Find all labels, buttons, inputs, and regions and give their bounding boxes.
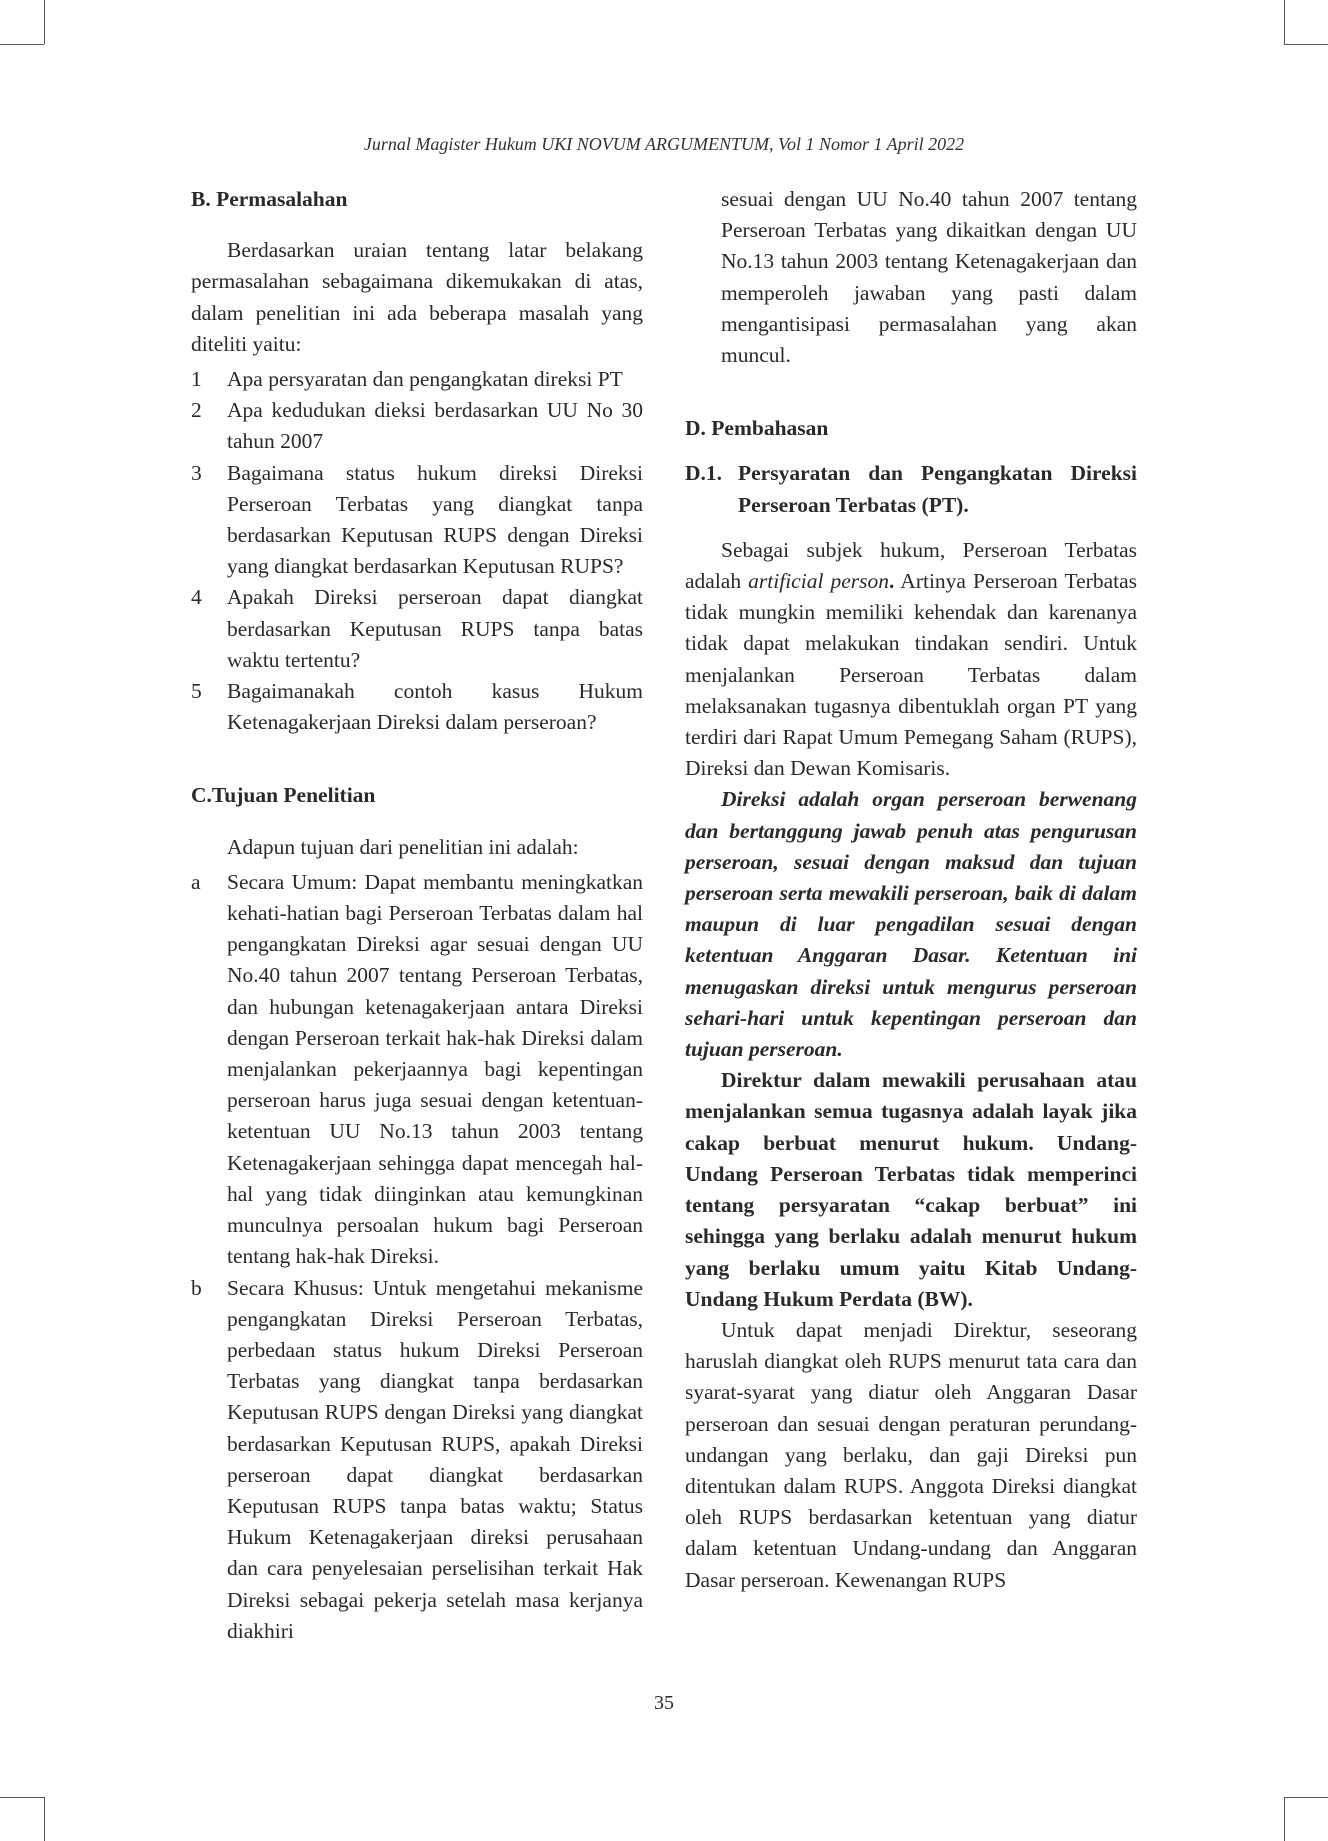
- list-item: b Secara Khusus: Untuk mengetahui mekanisme pengangkatan Direksi Perseroan Terbatas, perbedaan status hukum Direksi Perseroan Terbatas yang diangkat tanpa berdasarkan Keputusan RUPS dengan Direksi yang diangkat berdasarkan Keputusan RUPS, apakah Direksi perseroan dapat diangkat berdasarkan Keputusan RUPS tanpa batas waktu; Status Hukum Ketenagakerjaan direksi perusahaan dan cara penyelesaian perselisihan terkait Hak Direksi sebagai pekerja setelah masa kerjanya diakhiri: [191, 1275, 643, 1643]
- crop-mark: [0, 1797, 44, 1798]
- list-item: 4 Apakah Direksi perseroan dapat diangkat berdasarkan Keputusan RUPS tanpa batas waktu tertentu?: [191, 585, 643, 672]
- continuation-text: sesuai dengan UU No.40 tahun 2007 tentang Perseroan Terbatas yang dikaitkan dengan UU No.13 tahun 2003 tentang Ketenagakerjaan dan memperoleh jawaban yang pasti dalam mengantisipasi permasalahan yang akan muncul.: [721, 187, 1137, 368]
- crop-mark: [1284, 1797, 1285, 1841]
- crop-mark: [1284, 0, 1285, 44]
- objective-list: [191, 867, 643, 1647]
- list-item: 5 Bagaimanakah contoh kasus Hukum Ketenagakerjaan Direksi dalam perseroan?: [191, 679, 643, 735]
- list-item: 3 Bagaimana status hukum direksi Direksi Perseroan Terbatas yang diangkat tanpa berdasarkan Keputusan RUPS dengan Direksi yang diangkat berdasarkan Keputusan RUPS?: [191, 460, 643, 579]
- crop-mark: [44, 1797, 45, 1841]
- list-item: 1 Apa persyaratan dan pengangkatan direksi PT: [191, 367, 623, 392]
- list-item: 2 Apa kedudukan dieksi berdasarkan UU No 30 tahun 2007: [191, 398, 643, 454]
- crop-mark: [1284, 44, 1328, 45]
- left-column: [191, 184, 643, 1647]
- paragraph-bold: Direktur dalam mewakili perusahaan atau menjalankan semua tugasnya adalah layak jika cakap berbuat menurut hukum. Undang-Undang Perseroan Terbatas tidak memperinci tentang persyaratan “cakap berbuat” ini sehingga yang berlaku adalah menurut hukum yang berlaku umum yaitu Kitab Undang-Undang Hukum Perdata (BW).: [685, 1068, 1137, 1311]
- crop-mark: [0, 44, 44, 45]
- crop-mark: [1284, 1797, 1328, 1798]
- section-b-intro: Berdasarkan uraian tentang latar belakang permasalahan sebagaimana dikemukakan di atas, dalam penelitian ini ada beberapa masalah yang diteliti yaitu:: [191, 238, 643, 356]
- list-item: a Secara Umum: Dapat membantu meningkatkan kehati-hatian bagi Perseroan Terbatas dalam hal pengangkatan Direksi agar sesuai dengan UU No.40 tahun 2007 tentang Perseroan Terbatas, dan hubungan ketenagakerjaan antara Direksi dengan Perseroan terkait hak-hak Direksi dalam menjalankan pekerjaannya bagi kepentingan perseroan harus juga sesuai dengan ketentuan-ketentuan UU No.13 tahun 2003 tentang Ketenagakerjaan sehingga dapat mencegah hal-hal yang tidak diinginkan atau kemungkinan munculnya persoalan hukum bagi Perseroan tentang hak-hak Direksi.: [191, 869, 643, 1269]
- problem-list: [191, 364, 643, 738]
- paragraph: Sebagai subjek hukum, Perseroan Terbatas adalah artificial person. Artinya Perseroan Terbatas tidak mungkin memiliki kehendak dan karenanya tidak dapat melakukan tindakan sendiri. Untuk menjalankan Perseroan Terbatas dalam melaksanakan tugasnya dibentuklah organ PT yang terdiri dari Rapat Umum Pemegang Saham (RUPS), Direksi dan Dewan Komisaris.: [685, 537, 1137, 781]
- section-c-intro: Adapun tujuan dari penelitian ini adalah:: [227, 834, 579, 859]
- paragraph-bold-italic: Direksi adalah organ perseroan berwenang dan bertanggung jawab penuh atas pengurusan perseroan, sesuai dengan maksud dan tujuan perseroan serta mewakili perseroan, baik di dalam maupun di luar pengadilan sesuai dengan ketentuan Anggaran Dasar. Ketentuan ini menugaskan direksi untuk mengurus perseroan sehari-hari untuk kepentingan perseroan dan tujuan perseroan.: [685, 787, 1137, 1062]
- section-heading-c: C.Tujuan Penelitian: [191, 783, 376, 808]
- section-heading-b: B. Permasalahan: [191, 187, 348, 211]
- paragraph: Untuk dapat menjadi Direktur, seseorang haruslah diangkat oleh RUPS menurut tata cara dan syarat-syarat yang diatur oleh Anggaran Dasar perseroan dan sesuai dengan peraturan perundang-undangan yang berlaku, dan gaji Direksi pun ditentukan dalam RUPS. Anggota Direksi diangkat oleh RUPS berdasarkan ketentuan yang diatur dalam ketentuan Undang-undang dan Anggaran Dasar perseroan. Kewenangan RUPS: [685, 1317, 1137, 1592]
- page-number: 35: [654, 1692, 674, 1714]
- running-header: Jurnal Magister Hukum UKI NOVUM ARGUMENTUM, Vol 1 Nomor 1 April 2022: [363, 134, 965, 154]
- subsection-heading-d1: D.1. Persyaratan dan Pengangkatan Direksi Perseroan Terbatas (PT).: [685, 461, 1137, 517]
- section-heading-d: D. Pembahasan: [685, 416, 829, 441]
- right-column: [685, 184, 1137, 1596]
- crop-mark: [44, 0, 45, 44]
